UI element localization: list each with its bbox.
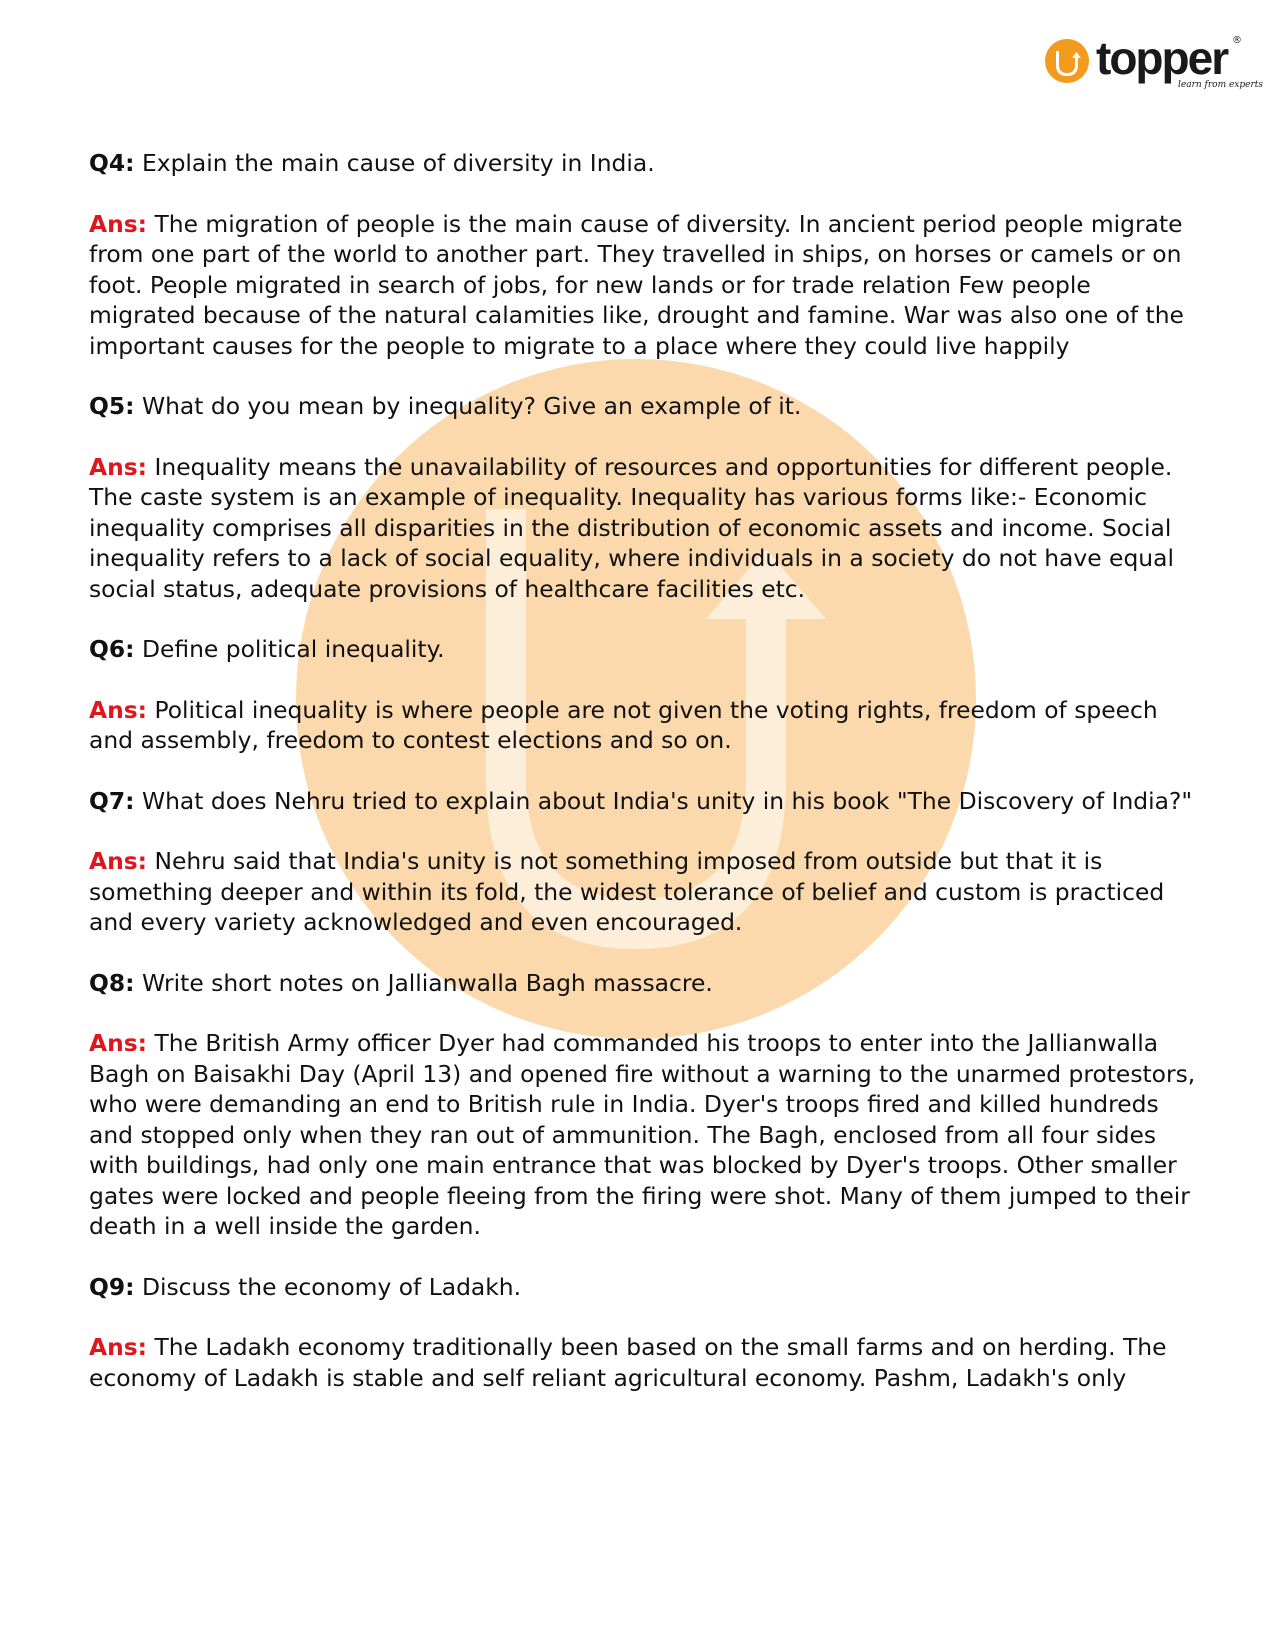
- answer-text: Nehru said that India's unity is not something imposed from outside but that it is something deeper and within its fold, the widest tolerance of belief and custom is practiced and every variety acknowledged and even encouraged.: [89, 847, 1165, 936]
- question-text: What does Nehru tried to explain about India's unity in his book "The Discovery of India?": [134, 786, 1193, 815]
- answer-label: Ans:: [89, 1333, 148, 1361]
- question-q9: [89, 1272, 1199, 1303]
- answer-label: Ans:: [89, 452, 148, 481]
- answer-label: Ans:: [89, 847, 148, 875]
- question-text: What do you mean by inequality? Give an example of it.: [134, 392, 802, 420]
- question-q8: [89, 968, 1199, 999]
- question-text: Define political inequality.: [134, 635, 445, 663]
- question-text: Discuss the economy of Ladakh.: [134, 1272, 522, 1301]
- question-label: Q8:: [89, 968, 135, 997]
- answer-q7: [89, 846, 1199, 938]
- answer-text: Inequality means the unavailability of resources and opportunities for different people. The caste system is an example of inequality. Inequality has various forms like:- Economic inequality comprises all disparities in the distribution of economic assets and income. Social inequality refers to a lack of social equality, where individuals in a society do not have equal social status, adequate provisions of healthcare facilities etc.: [89, 452, 1174, 603]
- answer-q6: [89, 695, 1199, 756]
- logo-tagline: learn from experts: [1178, 80, 1264, 90]
- question-label: Q5:: [89, 392, 135, 420]
- answer-text: The Ladakh economy traditionally been based on the small farms and on herding. The economy of Ladakh is stable and self reliant agricultural economy. Pashm, Ladakh's only: [89, 1333, 1167, 1392]
- question-text: Explain the main cause of diversity in India.: [134, 149, 655, 177]
- utopper-badge-icon: [1044, 38, 1090, 84]
- answer-label: Ans:: [89, 695, 148, 724]
- question-label: Q6:: [89, 635, 135, 663]
- answer-label: Ans:: [89, 1029, 148, 1057]
- answer-q8: [89, 1028, 1199, 1242]
- answer-q4: [89, 209, 1199, 362]
- question-label: Q9:: [89, 1272, 135, 1301]
- question-label: Q7:: [89, 786, 135, 815]
- question-q7: [89, 786, 1199, 817]
- answer-label: Ans:: [89, 209, 148, 238]
- question-q5: [89, 391, 1199, 422]
- question-q6: [89, 634, 1199, 665]
- question-label: Q4:: [89, 149, 135, 177]
- utopper-logo: [1044, 32, 1264, 96]
- qa-content: [89, 148, 1199, 1423]
- question-q4: [89, 148, 1199, 179]
- registered-mark: ®: [1232, 35, 1242, 46]
- answer-q9: [89, 1332, 1199, 1393]
- answer-text: Political inequality is where people are not given the voting rights, freedom of speech and assembly, freedom to contest elections and so on.: [89, 695, 1158, 754]
- answer-text: The British Army officer Dyer had commanded his troops to enter into the Jallianwalla Bagh on Baisakhi Day (April 13) and opened fire without a warning to the unarmed protestors, who were demanding an end to British rule in India. Dyer's troops fired and killed hundreds and stopped only when they ran out of ammunition. The Bagh, enclosed from all four sides with buildings, had only one main entrance that was blocked by Dyer's troops. Other smaller gates were locked and people fleeing from the firing were shot. Many of them jumped to their death in a well inside the garden.: [89, 1029, 1196, 1240]
- answer-text: The migration of people is the main cause of diversity. In ancient period people migrate from one part of the world to another part. They travelled in ships, on horses or camels or on foot. People migrated in search of jobs, for new lands or for trade relation Few people migrated because of the natural calamities like, drought and famine. War was also one of the important causes for the people to migrate to a place where they could live happily: [89, 209, 1184, 360]
- logo-wordmark: topper: [1096, 32, 1228, 84]
- question-text: Write short notes on Jallianwalla Bagh massacre.: [134, 968, 713, 997]
- answer-q5: [89, 452, 1199, 605]
